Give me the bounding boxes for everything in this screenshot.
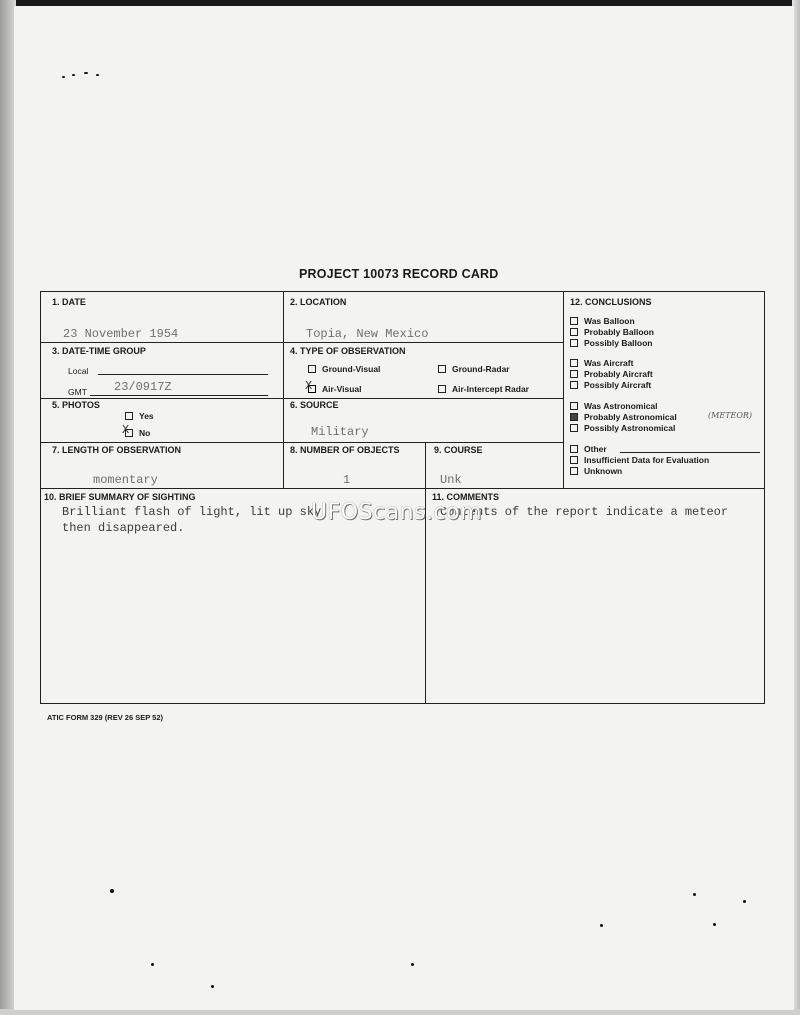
photos-yes: Yes [125,411,154,421]
card-title: PROJECT 10073 RECORD CARD [299,267,499,281]
photos-label: 5. PHOTOS [52,400,100,410]
summary-line-2: then disappeared. [62,521,185,535]
type-ground-visual: Ground-Visual [308,364,380,374]
source-value: Military [311,425,369,439]
conclusion-possibly-astronomical: Possibly Astronomical [570,423,675,433]
length-value: momentary [93,473,158,487]
photos-no: No [125,428,150,438]
conclusion-other: Other [570,444,607,454]
watermark: UFOScans.com [311,500,482,525]
type-label: 4. TYPE OF OBSERVATION [290,346,406,356]
handwritten-note: (METEOR) [708,411,753,420]
dtg-gmt-value: 23/0917Z [114,380,172,394]
source-label: 6. SOURCE [290,400,339,410]
location-value: Topia, New Mexico [306,327,429,341]
conclusion-unknown: Unknown [570,466,622,476]
comments-label: 11. COMMENTS [432,492,500,502]
conclusion-possibly-balloon: Possibly Balloon [570,338,653,348]
dtg-label: 3. DATE-TIME GROUP [52,346,146,356]
conclusion-was-balloon: Was Balloon [570,316,635,326]
objects-value: 1 [343,473,351,487]
conclusion-possibly-aircraft: Possibly Aircraft [570,380,651,390]
comments-line-1: Contents of the report indicate a meteor [440,505,729,519]
type-air-intercept-radar: Air-Intercept Radar [438,384,529,394]
summary-label: 10. BRIEF SUMMARY OF SIGHTING [44,492,196,502]
type-air-visual: Air-Visual [308,384,362,394]
type-check-mark: X [305,379,313,393]
course-value: Unk [440,473,462,487]
conclusions-label: 12. CONCLUSIONS [570,297,652,307]
date-value: 23 November 1954 [63,327,179,341]
dtg-gmt-label: GMT [68,387,87,397]
conclusion-probably-aircraft: Probably Aircraft [570,369,653,379]
conclusion-probably-astronomical: Probably Astronomical [570,412,677,422]
dtg-local-label: Local [68,366,89,376]
course-label: 9. COURSE [434,445,483,455]
type-ground-radar: Ground-Radar [438,364,510,374]
photos-check-mark: X [122,423,130,437]
conclusion-insufficient-data: Insufficient Data for Evaluation [570,455,709,465]
conclusion-probably-balloon: Probably Balloon [570,327,654,337]
form-footer: ATIC FORM 329 (REV 26 SEP 52) [47,713,164,722]
date-label: 1. DATE [52,297,86,307]
location-label: 2. LOCATION [290,297,347,307]
conclusion-was-aircraft: Was Aircraft [570,358,633,368]
conclusion-was-astronomical: Was Astronomical [570,401,658,411]
length-label: 7. LENGTH OF OBSERVATION [52,445,182,455]
objects-label: 8. NUMBER OF OBJECTS [290,445,400,455]
summary-line-1: Brilliant flash of light, lit up sky, [62,505,329,519]
